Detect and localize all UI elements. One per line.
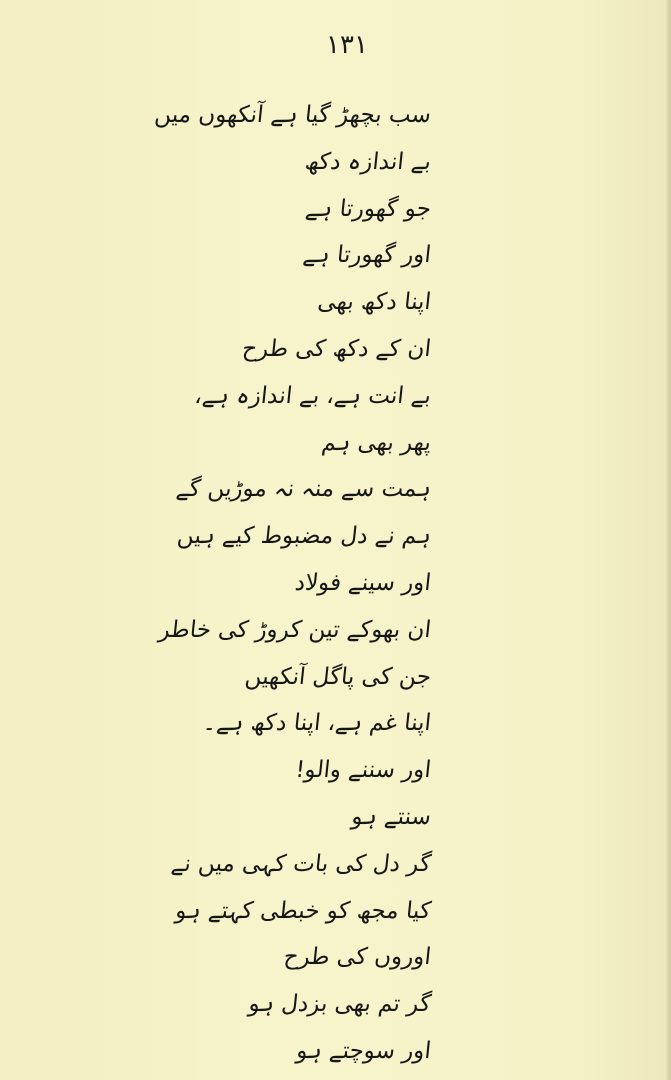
poem-line: جن کی پاگل آنکھیں — [243, 663, 433, 690]
poem-line: گر تم بھی بزدل ہو — [247, 991, 433, 1018]
page-edge-shadow — [665, 0, 671, 1080]
poem-line: بے اندازہ دکھ — [303, 148, 433, 175]
poem-line: اور سننے والو! — [294, 757, 433, 784]
poem-line: ہم نے دل مضبوط کیے ہیں — [175, 523, 433, 550]
page-number: ۱۳۱ — [326, 30, 368, 60]
poem-line: ہمت سے منہ نہ موڑیں گے — [174, 476, 433, 503]
poem-line: پھر بھی ہم — [320, 429, 433, 456]
poem-line: اور سینے فولاد — [293, 569, 433, 596]
poem-line: ان بھوکے تین کروڑ کی خاطر — [157, 616, 433, 643]
poem-line: کیا مجھ کو خبطی کہتے ہو — [174, 897, 433, 924]
poem-line: اپنا دکھ بھی — [316, 289, 433, 316]
poem-line: گر دل کی بات کہی میں نے — [169, 850, 433, 877]
poem-line: سنتے ہو — [350, 803, 433, 830]
poem-line: سب بچھڑ گیا ہے آنکھوں میں — [153, 102, 433, 128]
poem-line: اوروں کی طرح — [282, 944, 433, 971]
poem-line: اپنا غم ہے، اپنا دکھ ہے۔ — [201, 710, 433, 737]
poem-line: اور گھورتا ہے — [301, 242, 433, 269]
poem-line: بے انت ہے، بے اندازہ ہے، — [193, 382, 433, 409]
poem-text — [91, 92, 431, 1075]
poem-line: اور سوچتے ہو — [295, 1037, 433, 1064]
poem-line: جو گھورتا ہے — [304, 195, 433, 222]
poem-line: ان کے دکھ کی طرح — [241, 335, 433, 362]
